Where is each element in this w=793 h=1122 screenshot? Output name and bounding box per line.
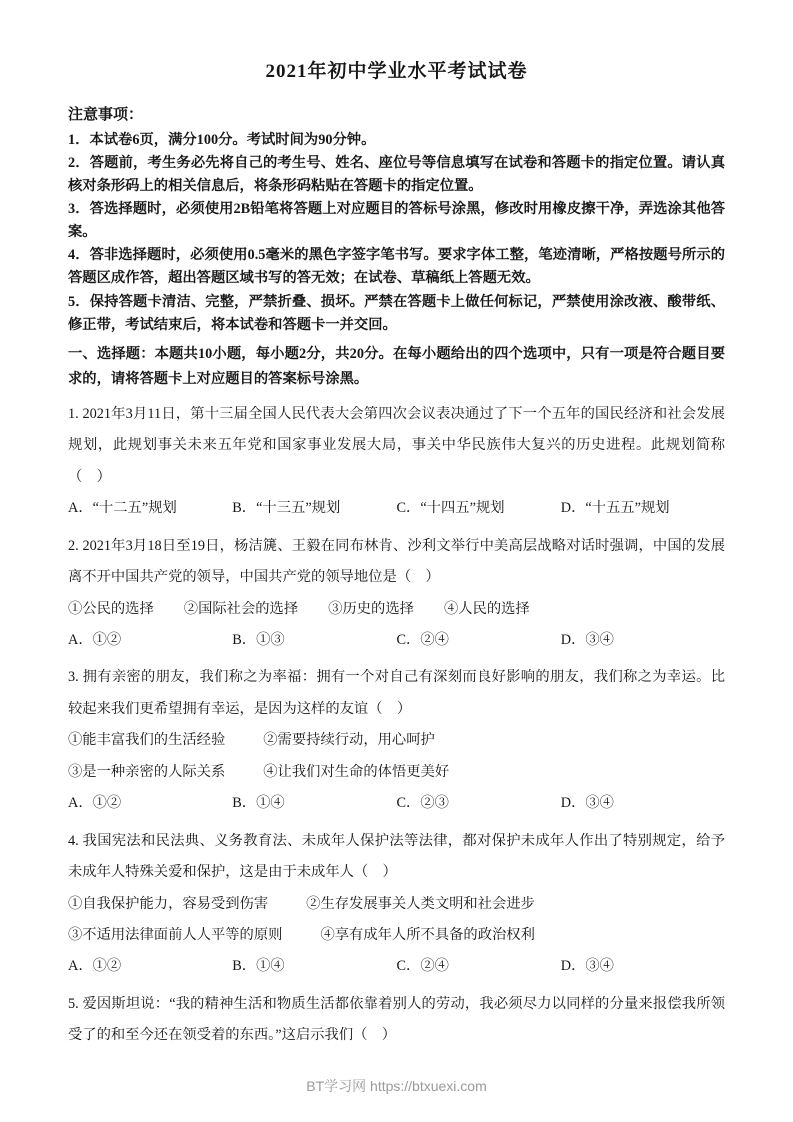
choice-item-2: ②生存发展事关人类文明和社会进步 [306, 895, 535, 912]
question-1-options [68, 493, 725, 524]
choice-item-3: ③历史的选择 [328, 600, 414, 617]
footer-watermark: BT学习网 https://btxuexi.com [306, 1078, 487, 1094]
question-4 [68, 826, 725, 983]
question-3-choices-row-2 [68, 757, 725, 788]
option-a: A．①② [68, 958, 122, 975]
option-b: B．①③ [232, 631, 285, 648]
option-a: A．“十二五”规划 [68, 500, 177, 517]
choice-item-1: ①公民的选择 [68, 600, 154, 617]
question-4-stem: 4. 我国宪法和民法典、义务教育法、未成年人保护法等法律，都对保护未成年人作出了特别规定，给予未成年人特殊关爱和保护，这是由于未成年人（ ） [68, 832, 725, 881]
question-1 [68, 399, 725, 525]
option-c: C．“十四五”规划 [396, 500, 505, 517]
notice-heading: 注意事项： [68, 107, 144, 123]
notice-section [68, 103, 725, 337]
option-c: C．②④ [396, 958, 449, 975]
question-3-choices-row-1 [68, 725, 725, 756]
notice-item-2: 2．答题前，考生务必先将自己的考生号、姓名、座位号等信息填写在试卷和答题卡的指定位置。请认真核对条形码上的相关信息后，将条形码粘贴在答题卡的指定位置。 [68, 154, 725, 194]
question-2-stem: 2. 2021年3月18日至19日，杨洁篪、王毅在同布林肯、沙利文举行中美高层战略对话时强调，中国的发展离不开中国共产党的领导，中国共产党的领导地位是（ ） [68, 537, 725, 586]
choice-item-1: ①自我保护能力，容易受到伤害 [68, 895, 269, 912]
option-b: B．①④ [232, 795, 285, 812]
notice-item-1: 1．本试卷6页，满分100分。考试时间为90分钟。 [68, 131, 376, 148]
option-c: C．②④ [396, 631, 449, 648]
choice-item-4: ④人民的选择 [443, 600, 530, 617]
notice-item-5: 5．保持答题卡清洁、完整，严禁折叠、损坏。严禁在答题卡上做任何标记，严禁使用涂改液、酸带纸、修正带，考试结束后，将本试卷和答题卡一并交回。 [68, 293, 725, 333]
choice-item-1: ①能丰富我们的生活经验 [68, 732, 226, 749]
choice-item-2: ②国际社会的选择 [183, 600, 299, 617]
question-4-options [68, 951, 725, 982]
question-2-choices [68, 594, 725, 625]
question-1-stem: 1. 2021年3月11日，第十三届全国人民代表大会第四次会议表决通过了下一个五年的国民经济和社会发展规划，此规划事关未来五年党和国家事业发展大局，事关中华民族伟大复兴的历史进程。此规划简称（ ） [68, 405, 725, 485]
choice-item-4: ④享有成年人所不具备的政治权利 [320, 927, 535, 944]
option-a: A．①② [68, 631, 122, 648]
question-3-stem: 3. 拥有亲密的朋友，我们称之为率福：拥有一个对自己有深刻而良好影响的朋友，我们称之为幸运。比较起来我们更希望拥有幸运，是因为这样的友谊（ ） [68, 669, 725, 717]
question-5-stem: 5. 爱因斯坦说：“我的精神生活和物质生活都依靠着别人的劳动，我必须尽力以同样的分量来报偿我所领受了的和至今还在领受着的东西。”这启示我们（ ） [68, 995, 725, 1044]
option-b: B．①④ [232, 958, 285, 975]
question-2-options [68, 625, 725, 656]
question-2 [68, 531, 725, 657]
choice-item-2: ②需要持续行动，用心呵护 [263, 732, 435, 749]
option-a: A．①② [68, 795, 122, 812]
question-5 [68, 989, 725, 1052]
option-d: D．③④ [560, 958, 614, 975]
option-d: D．③④ [560, 631, 614, 648]
choice-item-4: ④让我们对生命的体悟更美好 [263, 763, 450, 780]
choice-item-3: ③不适用法律面前人人平等的原则 [68, 927, 283, 944]
option-d: D．③④ [560, 795, 614, 812]
question-4-choices-row-2 [68, 920, 725, 951]
option-b: B．“十三五”规划 [232, 500, 341, 517]
question-3 [68, 662, 725, 819]
notice-item-3: 3．答选择题时，必须使用2B铅笔将答题上对应题目的答标号涂黑，修改时用橡皮擦干净，弄选涂其他答案。 [68, 200, 725, 241]
section-heading: 一、选择题：本题共10小题，每小题2分，共20分。在每小题给出的四个选项中，只有一项是符合题目要求的，请将答题卡上对应题目的答案标号涂黑。 [68, 345, 725, 388]
option-c: C．②③ [396, 795, 449, 812]
notice-item-4: 4．答非选择题时，必须使用0.5毫米的黑色字签字笔书写。要求字体工整，笔迹清晰，严格按题号所示的答题区成作答，超出答题区域书写的答无效；在试卷、草稿纸上答题无效。 [68, 247, 725, 287]
question-4-choices-row-1 [68, 889, 725, 920]
page-title: 2021年初中学业水平考试试卷 [265, 61, 528, 82]
question-3-options [68, 788, 725, 819]
option-d: D．“十五五”规划 [560, 500, 670, 517]
choice-item-3: ③是一种亲密的人际关系 [68, 763, 226, 780]
